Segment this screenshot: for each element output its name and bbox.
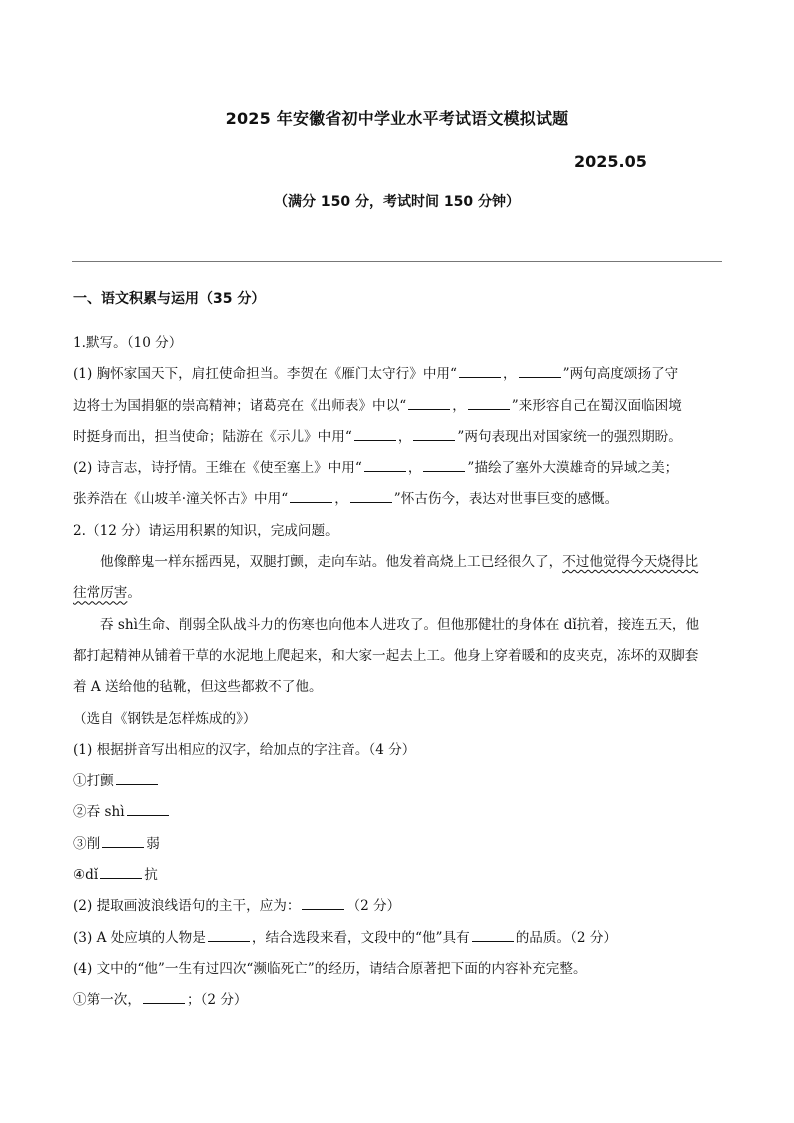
sub1-item-4 [73, 860, 723, 891]
text: ”怀古伤今，表达对世事巨变的感慨。 [393, 491, 619, 508]
text: ， [407, 460, 422, 477]
q1-p2-line1 [73, 453, 723, 484]
answer-blank[interactable] [423, 458, 465, 472]
text: 弱 [146, 835, 160, 852]
sub-question-1: (1) 根据拼音写出相应的汉字，给加点的字注音。（4 分） [73, 741, 416, 758]
text: ， [334, 491, 348, 508]
answer-blank[interactable] [408, 396, 450, 410]
text: ”来形容自己在蜀汉面临困境 [511, 397, 682, 414]
passage-line: 吞 shì生命、削弱全队战斗力的伤寒也向他本人进攻了。但他那健壮的身体在 dǐ抗着，接连五天，他 [100, 616, 700, 633]
sub4-item-1 [73, 985, 723, 1016]
text: ”两句表现出对国家统一的强烈期盼。 [457, 428, 682, 445]
answer-blank[interactable] [413, 427, 455, 441]
answer-blank[interactable] [127, 802, 169, 816]
answer-blank[interactable] [459, 364, 501, 378]
wavy-underlined-text: 不过他觉得今天烧得比 [562, 554, 699, 571]
text: 。 [127, 585, 141, 602]
wavy-underlined-text: 往常厉害 [73, 585, 128, 602]
text: ”描绘了塞外大漠雄奇的异域之美； [467, 460, 679, 477]
text: 抗 [144, 867, 158, 884]
sub1-item-1 [73, 766, 723, 797]
text: ， [502, 366, 517, 383]
question-content [73, 328, 723, 1017]
sub-question-3 [73, 923, 723, 954]
text: 边将士为国捐躯的崇高精神；诸葛亮在《出师表》中以“ [73, 397, 407, 414]
answer-blank[interactable] [302, 896, 344, 910]
text: ， [397, 428, 412, 445]
text: 他像醉鬼一样东摇西晃，双腿打颤，走向车站。他发着高烧上工已经很久了， [100, 554, 563, 571]
answer-blank[interactable] [102, 834, 144, 848]
sub-question-2 [73, 891, 723, 922]
text: （2 分） [346, 898, 401, 915]
section-heading: 一、语文积累与运用（35 分） [73, 291, 266, 307]
answer-blank[interactable] [116, 771, 158, 785]
text: ，结合选段来看，文段中的“他”具有 [251, 929, 470, 946]
answer-blank[interactable] [143, 990, 185, 1004]
answer-blank[interactable] [519, 364, 561, 378]
answer-blank[interactable] [208, 928, 250, 942]
answer-blank[interactable] [468, 396, 510, 410]
text: ①打颤 [73, 773, 114, 790]
text: ， [452, 397, 466, 414]
passage-line: 都打起精神从铺着干草的水泥地上爬起来，和大家一起去上工。他身上穿着暖和的皮夹克，冻坏的双脚套 [73, 647, 699, 664]
text: 时挺身而出，担当使命；陆游在《示儿》中用“ [73, 428, 352, 445]
passage-line [73, 578, 723, 609]
text: 张养浩在《山坡羊·潼关怀古》中用“ [73, 491, 289, 508]
q1-p1-line1 [73, 359, 723, 390]
passage-source: （选自《钢铁是怎样炼成的》） [73, 710, 257, 727]
passage-line [73, 547, 723, 578]
passage-line: 着 A 送给他的毡靴，但这些都救不了他。 [73, 679, 323, 696]
answer-blank[interactable] [364, 458, 406, 472]
answer-blank[interactable] [350, 489, 392, 503]
text: ①第一次， [73, 992, 141, 1009]
answer-blank[interactable] [100, 865, 142, 879]
q2-label: 2.（12 分）请运用积累的知识，完成问题。 [73, 522, 339, 539]
q1-p1-line3 [73, 422, 723, 453]
sub1-item-2 [73, 797, 723, 828]
sub1-item-3 [73, 829, 723, 860]
text: (2) 诗言志，诗抒情。王维在《使至塞上》中用“ [73, 460, 362, 477]
text: (1) 胸怀家国天下，肩扛使命担当。李贺在《雁门太守行》中用“ [73, 366, 457, 383]
text: ②吞 shì [73, 804, 125, 821]
answer-blank[interactable] [290, 489, 332, 503]
answer-blank[interactable] [472, 928, 514, 942]
page-title: 2025 年安徽省初中学业水平考试语文模拟试题 [225, 109, 569, 128]
text: ③削 [73, 835, 101, 852]
q1-p2-line2 [73, 484, 723, 515]
divider [72, 261, 722, 262]
exam-date: 2025.05 [574, 152, 647, 171]
text: ④dǐ [73, 867, 99, 884]
q1-label: 1.默写。（10 分） [73, 335, 183, 351]
q1-p1-line2 [73, 391, 723, 422]
text: ”两句高度颂扬了守 [562, 366, 679, 383]
answer-blank[interactable] [354, 427, 396, 441]
sub-question-4: (4) 文中的“他”一生有过四次“濒临死亡”的经历，请结合原著把下面的内容补充完整。 [73, 960, 587, 977]
text: ；（2 分） [186, 992, 248, 1009]
text: (2) 提取画波浪线语句的主干，应为： [73, 898, 301, 915]
score-note: （满分 150 分，考试时间 150 分钟） [274, 194, 520, 210]
text: 的品质。（2 分） [515, 929, 618, 946]
text: (3) A 处应填的人物是 [73, 929, 206, 946]
